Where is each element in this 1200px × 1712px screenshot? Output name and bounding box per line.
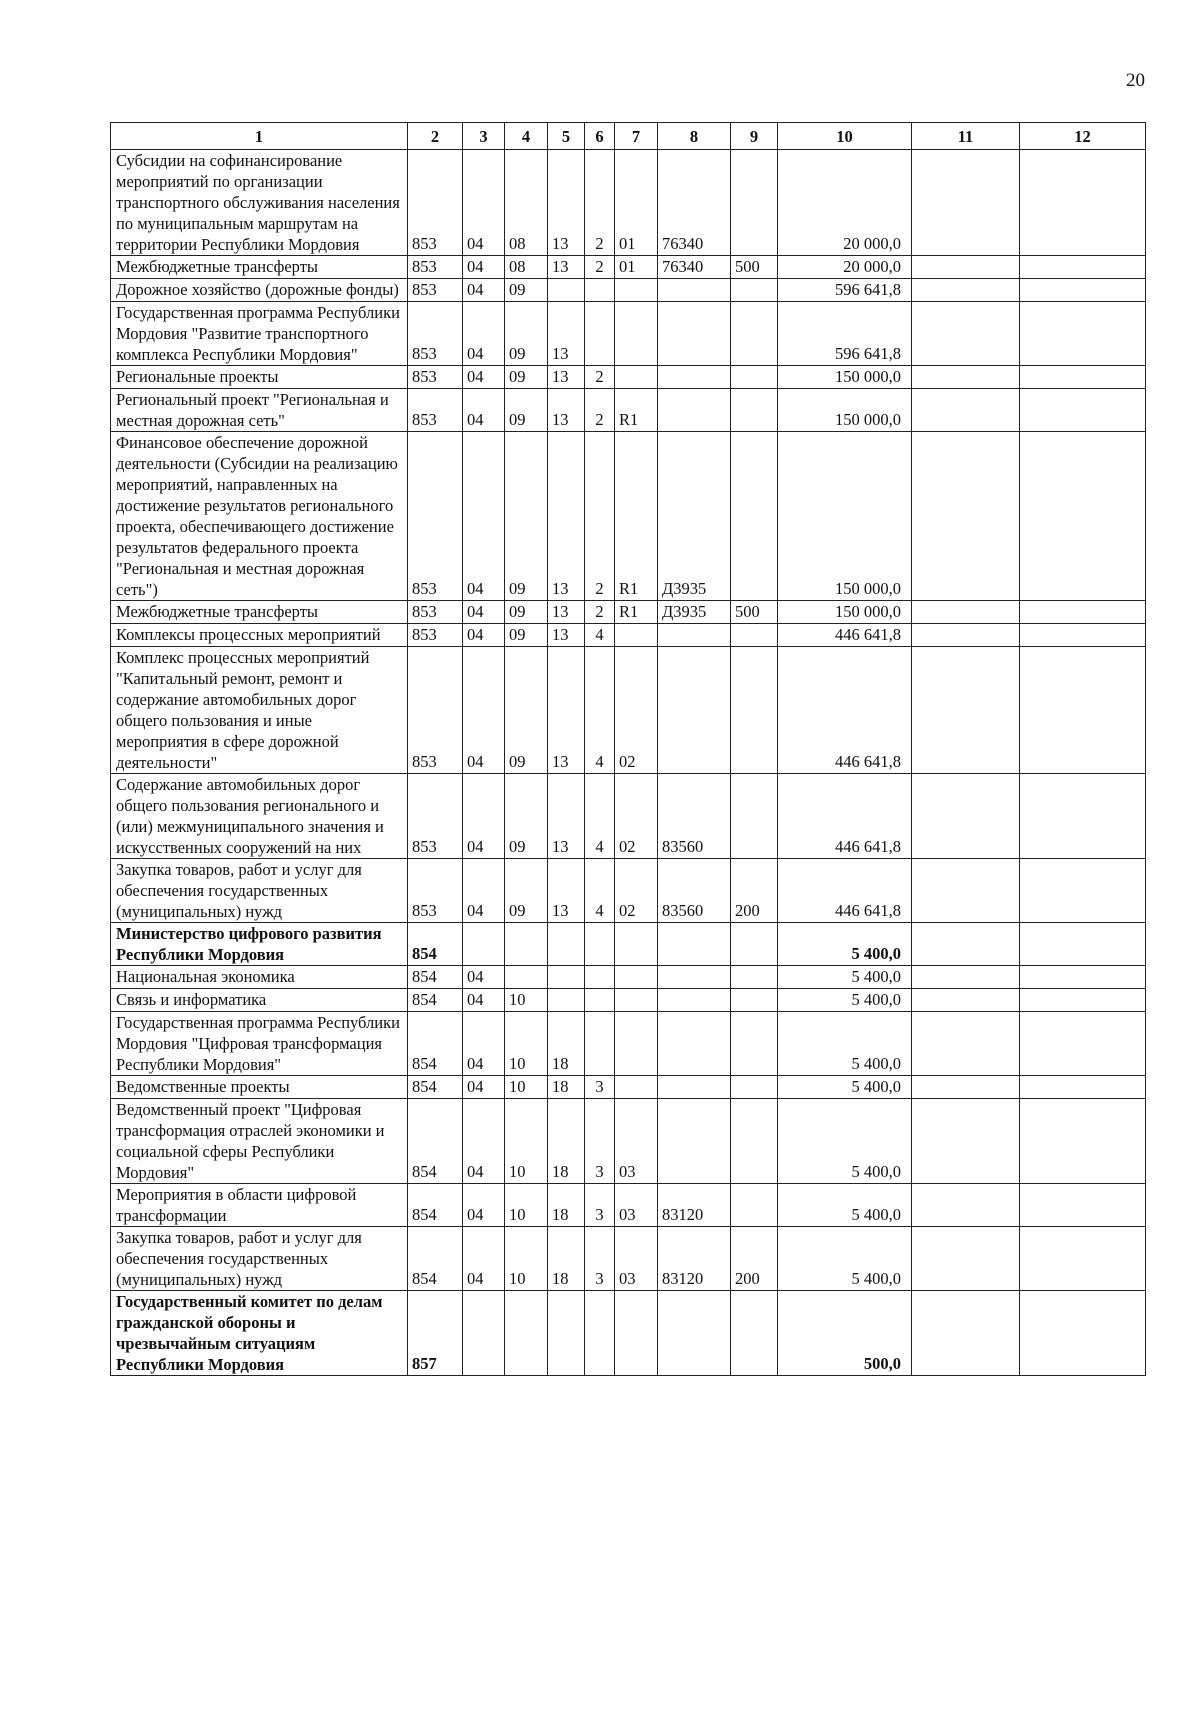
cell-col4 — [505, 923, 548, 966]
cell-col4: 09 — [505, 647, 548, 774]
amount-cell: 596 641,8 — [778, 302, 912, 366]
column-header-1: 1 — [111, 123, 408, 150]
cell-col7 — [615, 279, 658, 302]
cell-col6 — [585, 1012, 615, 1076]
cell-col5: 18 — [548, 1227, 585, 1291]
cell-col4: 09 — [505, 774, 548, 859]
column-header-12: 12 — [1020, 123, 1146, 150]
cell-col4: 09 — [505, 302, 548, 366]
column-header-2: 2 — [408, 123, 463, 150]
item-name: Государственный комитет по делам гражданской обороны и чрезвычайным ситуациям Республики Мордовия — [111, 1291, 408, 1376]
cell-col8 — [658, 989, 731, 1012]
cell-col11 — [912, 432, 1020, 601]
cell-col8: Д3935 — [658, 432, 731, 601]
cell-col8: 76340 — [658, 256, 731, 279]
cell-col12 — [1020, 256, 1146, 279]
cell-col3: 04 — [463, 389, 505, 432]
item-name: Региональный проект "Региональная и местная дорожная сеть" — [111, 389, 408, 432]
cell-col12 — [1020, 366, 1146, 389]
amount-cell: 446 641,8 — [778, 859, 912, 923]
cell-col11 — [912, 1012, 1020, 1076]
cell-col9 — [731, 366, 778, 389]
cell-col7 — [615, 624, 658, 647]
cell-col8 — [658, 1076, 731, 1099]
cell-col3: 04 — [463, 1076, 505, 1099]
item-name: Министерство цифрового развития Республики Мордовия — [111, 923, 408, 966]
cell-col5: 13 — [548, 601, 585, 624]
cell-col11 — [912, 624, 1020, 647]
cell-col11 — [912, 774, 1020, 859]
cell-col9 — [731, 774, 778, 859]
cell-col7: R1 — [615, 389, 658, 432]
cell-col7: R1 — [615, 601, 658, 624]
cell-col3: 04 — [463, 624, 505, 647]
cell-col11 — [912, 389, 1020, 432]
table-row — [111, 1076, 1146, 1099]
cell-col8 — [658, 966, 731, 989]
cell-col6: 3 — [585, 1227, 615, 1291]
cell-col4: 09 — [505, 859, 548, 923]
cell-col7 — [615, 966, 658, 989]
cell-col9 — [731, 647, 778, 774]
cell-col6: 3 — [585, 1184, 615, 1227]
cell-col12 — [1020, 1012, 1146, 1076]
cell-col8 — [658, 923, 731, 966]
cell-col8 — [658, 302, 731, 366]
cell-col12 — [1020, 1184, 1146, 1227]
cell-col7: 01 — [615, 256, 658, 279]
cell-col7 — [615, 1291, 658, 1376]
cell-col9 — [731, 1076, 778, 1099]
cell-col7 — [615, 366, 658, 389]
cell-col4: 09 — [505, 432, 548, 601]
table-row — [111, 1291, 1146, 1376]
cell-col11 — [912, 966, 1020, 989]
column-header-3: 3 — [463, 123, 505, 150]
cell-col2: 854 — [408, 1076, 463, 1099]
cell-col9 — [731, 389, 778, 432]
cell-col8: Д3935 — [658, 601, 731, 624]
cell-col4: 09 — [505, 601, 548, 624]
cell-col2: 853 — [408, 279, 463, 302]
amount-cell: 20 000,0 — [778, 256, 912, 279]
cell-col2: 853 — [408, 150, 463, 256]
cell-col3: 04 — [463, 774, 505, 859]
table-row — [111, 389, 1146, 432]
cell-col11 — [912, 366, 1020, 389]
cell-col2: 854 — [408, 1099, 463, 1184]
amount-cell: 446 641,8 — [778, 774, 912, 859]
item-name: Дорожное хозяйство (дорожные фонды) — [111, 279, 408, 302]
cell-col4 — [505, 966, 548, 989]
amount-cell: 150 000,0 — [778, 601, 912, 624]
cell-col9 — [731, 302, 778, 366]
item-name: Комплекс процессных мероприятий "Капитальный ремонт, ремонт и содержание автомобильных дорог общего пользования и иные мероприятия в сфере дорожной деятельности" — [111, 647, 408, 774]
item-name: Государственная программа Республики Мордовия "Цифровая трансформация Республики Мордовия" — [111, 1012, 408, 1076]
cell-col2: 853 — [408, 774, 463, 859]
cell-col9 — [731, 150, 778, 256]
column-header-11: 11 — [912, 123, 1020, 150]
cell-col8: 83120 — [658, 1184, 731, 1227]
cell-col4: 10 — [505, 1227, 548, 1291]
cell-col7: 02 — [615, 647, 658, 774]
table-row — [111, 366, 1146, 389]
cell-col9 — [731, 1012, 778, 1076]
cell-col3: 04 — [463, 1099, 505, 1184]
cell-col12 — [1020, 302, 1146, 366]
cell-col12 — [1020, 1291, 1146, 1376]
amount-cell: 500,0 — [778, 1291, 912, 1376]
cell-col6 — [585, 1291, 615, 1376]
cell-col12 — [1020, 989, 1146, 1012]
cell-col11 — [912, 1291, 1020, 1376]
cell-col3: 04 — [463, 150, 505, 256]
item-name: Финансовое обеспечение дорожной деятельности (Субсидии на реализацию мероприятий, направленных на достижение результатов регионального проекта, обеспечивающего достижение результатов федерального проекта "Региональная и местная дорожная сеть") — [111, 432, 408, 601]
item-name: Содержание автомобильных дорог общего пользования регионального и (или) межмуниципального значения и искусственных сооружений на них — [111, 774, 408, 859]
cell-col2: 857 — [408, 1291, 463, 1376]
cell-col8 — [658, 1291, 731, 1376]
cell-col4: 09 — [505, 366, 548, 389]
cell-col2: 853 — [408, 389, 463, 432]
cell-col8 — [658, 279, 731, 302]
cell-col11 — [912, 1076, 1020, 1099]
amount-cell: 5 400,0 — [778, 1012, 912, 1076]
cell-col4: 10 — [505, 1076, 548, 1099]
table-row — [111, 150, 1146, 256]
cell-col11 — [912, 150, 1020, 256]
cell-col6 — [585, 302, 615, 366]
amount-cell: 150 000,0 — [778, 366, 912, 389]
cell-col3: 04 — [463, 601, 505, 624]
amount-cell: 446 641,8 — [778, 647, 912, 774]
cell-col9: 500 — [731, 601, 778, 624]
cell-col3: 04 — [463, 366, 505, 389]
header-row — [111, 123, 1146, 150]
cell-col5: 13 — [548, 366, 585, 389]
cell-col9 — [731, 923, 778, 966]
cell-col3: 04 — [463, 966, 505, 989]
amount-cell: 20 000,0 — [778, 150, 912, 256]
column-header-5: 5 — [548, 123, 585, 150]
cell-col3: 04 — [463, 256, 505, 279]
cell-col4: 09 — [505, 624, 548, 647]
cell-col12 — [1020, 647, 1146, 774]
table-row — [111, 966, 1146, 989]
cell-col6: 2 — [585, 601, 615, 624]
cell-col5: 13 — [548, 859, 585, 923]
cell-col3: 04 — [463, 279, 505, 302]
cell-col2: 853 — [408, 366, 463, 389]
cell-col5: 13 — [548, 302, 585, 366]
cell-col7: 02 — [615, 774, 658, 859]
cell-col8 — [658, 1012, 731, 1076]
table-row — [111, 774, 1146, 859]
cell-col12 — [1020, 859, 1146, 923]
table-row — [111, 923, 1146, 966]
cell-col9 — [731, 1184, 778, 1227]
cell-col5: 13 — [548, 647, 585, 774]
cell-col9 — [731, 989, 778, 1012]
cell-col12 — [1020, 1076, 1146, 1099]
table-row — [111, 859, 1146, 923]
cell-col6 — [585, 923, 615, 966]
amount-cell: 5 400,0 — [778, 923, 912, 966]
cell-col7: R1 — [615, 432, 658, 601]
amount-cell: 5 400,0 — [778, 1184, 912, 1227]
cell-col4 — [505, 1291, 548, 1376]
cell-col3 — [463, 1291, 505, 1376]
cell-col4: 10 — [505, 989, 548, 1012]
table-row — [111, 1184, 1146, 1227]
cell-col6: 2 — [585, 389, 615, 432]
table-body — [111, 150, 1146, 1376]
cell-col11 — [912, 302, 1020, 366]
cell-col4: 08 — [505, 256, 548, 279]
cell-col9 — [731, 966, 778, 989]
cell-col5: 13 — [548, 389, 585, 432]
item-name: Национальная экономика — [111, 966, 408, 989]
cell-col4: 09 — [505, 279, 548, 302]
cell-col5: 13 — [548, 624, 585, 647]
cell-col12 — [1020, 150, 1146, 256]
cell-col4: 09 — [505, 389, 548, 432]
item-name: Связь и информатика — [111, 989, 408, 1012]
cell-col5: 18 — [548, 1076, 585, 1099]
item-name: Закупка товаров, работ и услуг для обеспечения государственных (муниципальных) нужд — [111, 1227, 408, 1291]
amount-cell: 5 400,0 — [778, 989, 912, 1012]
cell-col2: 853 — [408, 432, 463, 601]
table-row — [111, 989, 1146, 1012]
cell-col7: 03 — [615, 1227, 658, 1291]
cell-col11 — [912, 1099, 1020, 1184]
cell-col8 — [658, 1099, 731, 1184]
cell-col6: 2 — [585, 432, 615, 601]
cell-col12 — [1020, 389, 1146, 432]
column-header-8: 8 — [658, 123, 731, 150]
page-number: 20 — [1126, 70, 1145, 91]
cell-col3: 04 — [463, 432, 505, 601]
cell-col7 — [615, 989, 658, 1012]
cell-col7 — [615, 1012, 658, 1076]
amount-cell: 5 400,0 — [778, 966, 912, 989]
column-header-7: 7 — [615, 123, 658, 150]
cell-col8 — [658, 624, 731, 647]
column-header-6: 6 — [585, 123, 615, 150]
cell-col8 — [658, 647, 731, 774]
cell-col8 — [658, 366, 731, 389]
cell-col6: 4 — [585, 647, 615, 774]
item-name: Межбюджетные трансферты — [111, 256, 408, 279]
cell-col11 — [912, 989, 1020, 1012]
cell-col6 — [585, 279, 615, 302]
cell-col11 — [912, 279, 1020, 302]
cell-col3: 04 — [463, 1227, 505, 1291]
table-row — [111, 624, 1146, 647]
cell-col6: 2 — [585, 256, 615, 279]
cell-col7 — [615, 302, 658, 366]
cell-col4: 10 — [505, 1184, 548, 1227]
cell-col4: 10 — [505, 1012, 548, 1076]
table-row — [111, 1227, 1146, 1291]
cell-col7 — [615, 923, 658, 966]
amount-cell: 596 641,8 — [778, 279, 912, 302]
cell-col12 — [1020, 279, 1146, 302]
budget-table — [110, 122, 1146, 1376]
cell-col2: 853 — [408, 601, 463, 624]
cell-col7: 03 — [615, 1184, 658, 1227]
cell-col8: 83120 — [658, 1227, 731, 1291]
cell-col2: 853 — [408, 859, 463, 923]
amount-cell: 446 641,8 — [778, 624, 912, 647]
cell-col6: 4 — [585, 624, 615, 647]
cell-col5 — [548, 989, 585, 1012]
cell-col12 — [1020, 774, 1146, 859]
cell-col6 — [585, 989, 615, 1012]
cell-col6: 2 — [585, 366, 615, 389]
cell-col3: 04 — [463, 647, 505, 774]
cell-col2: 854 — [408, 966, 463, 989]
cell-col6: 3 — [585, 1099, 615, 1184]
cell-col8: 83560 — [658, 774, 731, 859]
table-row — [111, 601, 1146, 624]
item-name: Комплексы процессных мероприятий — [111, 624, 408, 647]
cell-col9 — [731, 1291, 778, 1376]
column-header-10: 10 — [778, 123, 912, 150]
cell-col11 — [912, 1184, 1020, 1227]
cell-col2: 853 — [408, 624, 463, 647]
column-header-4: 4 — [505, 123, 548, 150]
cell-col3: 04 — [463, 989, 505, 1012]
cell-col3: 04 — [463, 1012, 505, 1076]
cell-col12 — [1020, 601, 1146, 624]
cell-col6: 4 — [585, 774, 615, 859]
cell-col6: 3 — [585, 1076, 615, 1099]
cell-col8 — [658, 389, 731, 432]
cell-col11 — [912, 601, 1020, 624]
item-name: Субсидии на софинансирование мероприятий по организации транспортного обслуживания населения по муниципальным маршрутам на территории Республики Мордовия — [111, 150, 408, 256]
table-row — [111, 302, 1146, 366]
item-name: Ведомственный проект "Цифровая трансформация отраслей экономики и социальной сферы Республики Мордовия" — [111, 1099, 408, 1184]
item-name: Государственная программа Республики Мордовия "Развитие транспортного комплекса Республики Мордовия" — [111, 302, 408, 366]
cell-col12 — [1020, 1099, 1146, 1184]
cell-col9: 200 — [731, 859, 778, 923]
cell-col5 — [548, 1291, 585, 1376]
cell-col11 — [912, 923, 1020, 966]
cell-col5: 13 — [548, 432, 585, 601]
cell-col2: 854 — [408, 923, 463, 966]
cell-col6: 2 — [585, 150, 615, 256]
cell-col9 — [731, 432, 778, 601]
cell-col5: 18 — [548, 1012, 585, 1076]
cell-col2: 854 — [408, 1227, 463, 1291]
cell-col9 — [731, 624, 778, 647]
cell-col12 — [1020, 432, 1146, 601]
cell-col6: 4 — [585, 859, 615, 923]
cell-col9: 200 — [731, 1227, 778, 1291]
cell-col2: 853 — [408, 647, 463, 774]
column-header-9: 9 — [731, 123, 778, 150]
cell-col11 — [912, 1227, 1020, 1291]
table-row — [111, 1099, 1146, 1184]
cell-col5 — [548, 923, 585, 966]
item-name: Межбюджетные трансферты — [111, 601, 408, 624]
cell-col2: 854 — [408, 989, 463, 1012]
cell-col2: 853 — [408, 256, 463, 279]
cell-col3 — [463, 923, 505, 966]
cell-col8: 83560 — [658, 859, 731, 923]
cell-col11 — [912, 256, 1020, 279]
table-row — [111, 279, 1146, 302]
cell-col4: 10 — [505, 1099, 548, 1184]
cell-col8: 76340 — [658, 150, 731, 256]
amount-cell: 150 000,0 — [778, 432, 912, 601]
cell-col9: 500 — [731, 256, 778, 279]
cell-col12 — [1020, 1227, 1146, 1291]
amount-cell: 5 400,0 — [778, 1076, 912, 1099]
cell-col2: 853 — [408, 302, 463, 366]
cell-col5: 18 — [548, 1099, 585, 1184]
item-name: Закупка товаров, работ и услуг для обеспечения государственных (муниципальных) нужд — [111, 859, 408, 923]
cell-col5: 18 — [548, 1184, 585, 1227]
cell-col4: 08 — [505, 150, 548, 256]
cell-col11 — [912, 647, 1020, 774]
amount-cell: 150 000,0 — [778, 389, 912, 432]
cell-col12 — [1020, 923, 1146, 966]
cell-col5: 13 — [548, 256, 585, 279]
cell-col5 — [548, 279, 585, 302]
cell-col7 — [615, 1076, 658, 1099]
table-row — [111, 432, 1146, 601]
cell-col12 — [1020, 966, 1146, 989]
table-row — [111, 1012, 1146, 1076]
cell-col7: 03 — [615, 1099, 658, 1184]
cell-col2: 854 — [408, 1012, 463, 1076]
cell-col5 — [548, 966, 585, 989]
cell-col12 — [1020, 624, 1146, 647]
cell-col7: 02 — [615, 859, 658, 923]
item-name: Ведомственные проекты — [111, 1076, 408, 1099]
cell-col2: 854 — [408, 1184, 463, 1227]
table-row — [111, 256, 1146, 279]
cell-col9 — [731, 1099, 778, 1184]
amount-cell: 5 400,0 — [778, 1099, 912, 1184]
cell-col3: 04 — [463, 859, 505, 923]
cell-col7: 01 — [615, 150, 658, 256]
cell-col5: 13 — [548, 150, 585, 256]
table-row — [111, 647, 1146, 774]
cell-col3: 04 — [463, 1184, 505, 1227]
amount-cell: 5 400,0 — [778, 1227, 912, 1291]
cell-col5: 13 — [548, 774, 585, 859]
item-name: Мероприятия в области цифровой трансформации — [111, 1184, 408, 1227]
cell-col6 — [585, 966, 615, 989]
item-name: Региональные проекты — [111, 366, 408, 389]
cell-col9 — [731, 279, 778, 302]
cell-col11 — [912, 859, 1020, 923]
cell-col3: 04 — [463, 302, 505, 366]
